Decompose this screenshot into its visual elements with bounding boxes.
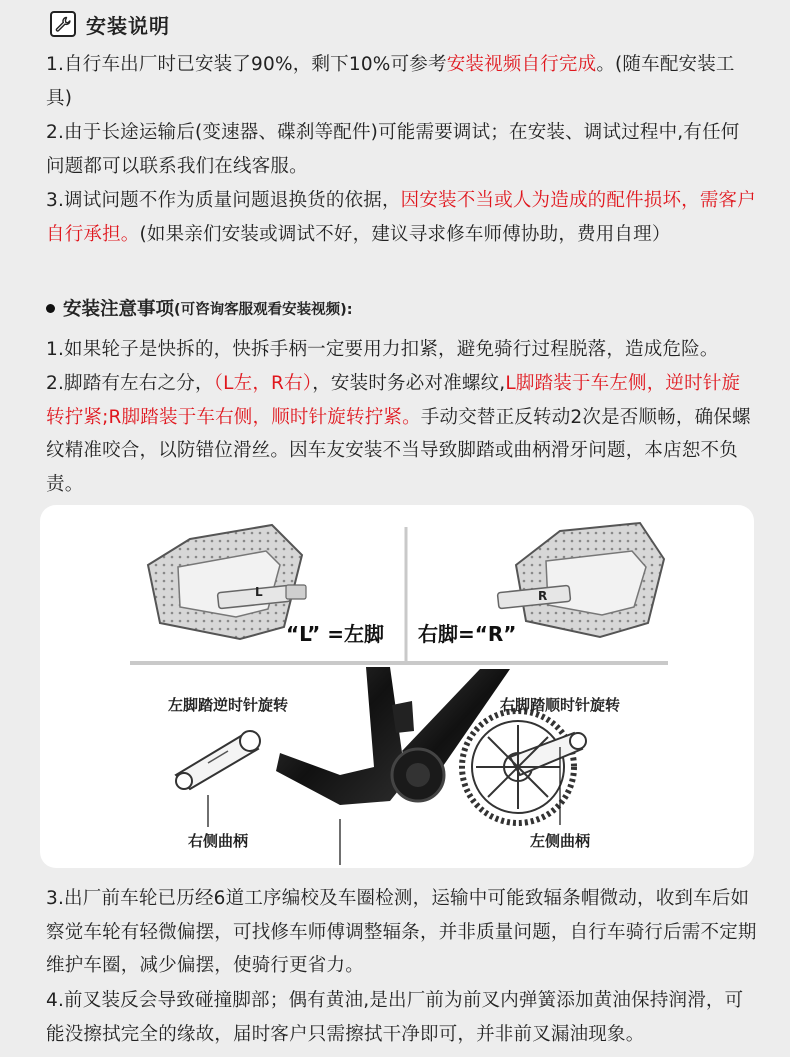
intro-p1-text-end: 。(随车配安装工具) (46, 54, 735, 109)
intro-p3-highlight: 因安装不当或人为造成的配件损坏，需客户自行承担。 (46, 190, 756, 245)
left-pedal-caption: “L” =左脚 (286, 622, 384, 646)
section-header (50, 8, 170, 40)
intro-p3-text: 3.调试问题不作为质量问题退换货的依据， (46, 190, 401, 211)
right-crank-title: 右脚踏顺时针旋转 (500, 696, 621, 714)
intro-paragraph-3 (46, 184, 758, 251)
right-crank-caption: 左侧曲柄 (530, 832, 591, 850)
left-crank-illustration (176, 731, 260, 789)
bullet-icon (46, 304, 55, 313)
intro-p1-highlight: 安装视频自行完成 (446, 54, 597, 75)
note-2-text-mid: ，安装时务必对准螺纹, (312, 373, 506, 394)
left-crank-title: 左脚踏逆时针旋转 (168, 696, 289, 714)
right-pedal-caption: 右脚=“R” (418, 622, 517, 646)
right-crank-illustration (462, 711, 586, 823)
left-pedal-illustration (148, 525, 306, 639)
pedal-install-diagram (40, 505, 754, 868)
right-pedal-mark: R (538, 589, 548, 603)
intro-p1-text: 1.自行车出厂时已安装了90%，剩下10%可参考 (46, 54, 447, 75)
footer-paragraph-4: 4.前叉装反会导致碰撞脚部；偶有黄油,是出厂前为前叉内弹簧添加黄油保持润滑，可能没擦拭完全的缘故，届时客户只需擦拭干净即可，并非前叉漏油现象。 (46, 990, 744, 1045)
note-1: 1.如果轮子是快拆的，快拆手柄一定要用力扣紧，避免骑行过程脱落，造成危险。 (46, 339, 719, 360)
footer-paragraph-3: 3.出厂前车轮已历经6道工序编校及车圈检测，运输中可能致辐条帽微动，收到车后如察觉车轮有轻微偏摆，可找修车师傅调整辐条，并非质量问题，自行车骑行后需不定期维护车圈，减少偏摆，使骑行更省力。 (46, 888, 757, 976)
intro-paragraph-2: 2.由于长途运输后(变速器、碟刹等配件)可能需要调试；在安装、调试过程中,有任何问题都可以联系我们在线客服。 (46, 122, 740, 177)
intro-p3-text-end: (如果亲们安装或调试不好，建议寻求修车师傅协助，费用自理） (139, 223, 671, 245)
note-2-highlight-2: L脚踏装于车左侧，逆时针旋转拧紧;R脚踏装于车右侧，顺时针旋转拧紧。 (46, 373, 741, 428)
notes-subtitle: (可咨询客服观看安装视频): (174, 301, 353, 318)
notes-title: 安装注意事项 (63, 299, 175, 320)
note-2-text-end: 手动交替正反转动2次是否顺畅，确保螺纹精准咬合，以防错位滑丝。因车友安装不当导致脚踏或曲柄滑牙问题，本店恕不负责。 (46, 406, 751, 495)
page-title: 安装说明 (86, 13, 170, 38)
note-2-text: 2.脚踏有左右之分， (46, 373, 214, 394)
note-2-highlight-1: （L左，R右） (213, 373, 313, 394)
note-2 (46, 367, 758, 501)
left-pedal-mark: L (255, 585, 263, 599)
left-crank-caption: 右侧曲柄 (188, 832, 249, 850)
diagram-illustration (40, 505, 754, 868)
right-pedal-illustration (497, 523, 664, 637)
notes-heading (46, 295, 353, 321)
wrench-icon (50, 11, 76, 37)
intro-paragraph-1 (46, 48, 758, 115)
